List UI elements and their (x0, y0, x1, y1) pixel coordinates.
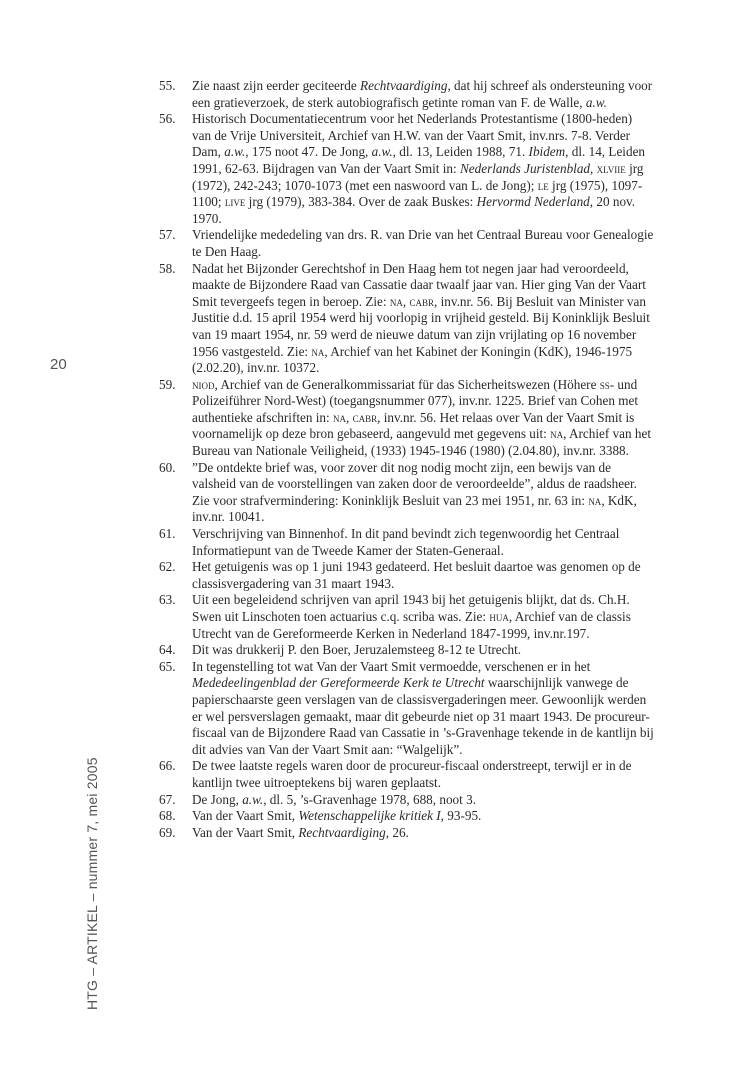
endnote-text-segment: jrg (1975), 1097-1100; (192, 177, 643, 210)
endnote-text-segment: De twee laatste regels waren door de procureur-fiscaal onderstreept, terwijl er in de kantlijn twee uitroeptekens bij waren geplaatst. (192, 758, 632, 790)
endnote-text-segment: waarschijnlijk vanwege de papierschaarste geen verslagen van de classisvergaderingen meer. Gewoonlijk werden er wel persverslagen gemaakt, maar dit gebeurde niet op 31 maart 1943. De procureur-fiscaal van de Bijzondere Raad van Cassatie in ’s-Gravenhage tekende in de kantlijn bij dit advies van Van der Vaart Smit aan: “Walgelijk”. (192, 675, 654, 757)
endnote-number: 69. (159, 824, 176, 840)
endnote-smallcaps-segment: xlviie (596, 160, 626, 176)
endnote (159, 111, 654, 227)
endnote-number: 62. (159, 559, 176, 575)
endnote-number: 64. (159, 642, 176, 658)
endnote-smallcaps-segment: le (537, 177, 549, 193)
endnote-text-segment: , dl. 13, Leiden 1988, 71. (392, 144, 529, 160)
endnote-italic-segment: Ibidem (528, 144, 566, 160)
endnote (159, 260, 654, 377)
endnote-text (192, 78, 654, 111)
endnote-text-segment: De Jong, (192, 791, 243, 807)
endnote-smallcaps-segment: na (588, 492, 602, 508)
endnote-text (192, 460, 654, 526)
endnote-number: 66. (159, 758, 176, 774)
endnote-text (192, 111, 654, 227)
endnote-text-segment: In tegenstelling tot wat Van der Vaart Smit vermoedde, verschenen er in het (192, 658, 591, 674)
endnote-smallcaps-segment: niod (192, 376, 215, 392)
running-head: HTG – ARTIKEL – nummer 7, mei 2005 (84, 757, 100, 1010)
endnote-text-segment: ”De ontdekte brief was, voor zover dit nog nodig mocht zijn, een bewijs van de valsheid van de voorstellingen van zaken door de veroordeelde”, aldus de raadsheer. Zie voor strafvermindering: Koninklijk Besluit van 23 mei 1951, nr. 63 in: (192, 459, 637, 508)
endnotes-list (159, 78, 654, 841)
endnote-text (192, 559, 654, 592)
endnote-text-segment: , Archief van het Bureau van Nationale Veiligheid, (1933) 1945-1946 (1980) (2.04.80), inv.nr. 3388. (192, 426, 652, 459)
endnote (159, 592, 654, 642)
endnote (159, 658, 654, 759)
endnote (159, 459, 654, 526)
endnote-italic-segment: a.w. (224, 144, 246, 160)
endnote-text-segment: jrg (1979), 383-384. Over de zaak Buskes: (245, 194, 477, 210)
endnote-text-segment: Van der Vaart Smit, (192, 808, 299, 824)
endnote-text-segment: Van der Vaart Smit, (192, 824, 299, 840)
endnote-text-segment: - und Polizeiführer Nord-West) (toegangsnummer 077), inv.nr. 1225. Brief van Cohen met authentieke afschriften in: (192, 376, 638, 425)
endnote (159, 526, 654, 559)
endnote (159, 376, 654, 460)
endnote-text (192, 592, 654, 642)
endnote-smallcaps-segment: ss (599, 376, 610, 392)
endnote-text-segment: Uit een begeleidend schrijven van april 1943 bij het getuigenis blijkt, dat ds. Ch.H. Swen uit Linschoten toen actuarius c.q. scriba was. Zie: (192, 592, 630, 624)
endnote (159, 227, 654, 260)
endnote-italic-segment: Rechtvaardiging (298, 824, 386, 840)
endnote-text-segment: Historisch Documentatiecentrum voor het Nederlands Protestantisme (1800-heden) van de Vrije Universiteit, Archief van H.W. van der Vaart Smit, inv.nrs. 7-8. Verder Dam, (192, 111, 633, 160)
endnote-text-segment: , Archief van de classis Utrecht van de Gereformeerde Kerken in Nederland 1847-1999, inv.nr.197. (192, 609, 631, 641)
endnote-smallcaps-segment: cabr (409, 293, 434, 309)
endnote-text-segment: , inv.nr. 56. Bij Besluit van Minister van Justitie d.d. 15 april 1954 werd hij voorlopig in vrijheid gesteld. Bij Koninklijk Besluit van 19 maart 1954, nr. 59 werd de nieuwe datum van zijn vrijlating op 16 november 1956 vastgesteld. Zie: (192, 293, 650, 359)
endnote-number: 57. (159, 227, 176, 243)
endnote (159, 791, 654, 809)
endnote-text-segment: Het getuigenis was op 1 juni 1943 gedateerd. Het besluit daartoe was genomen op de classisvergadering van 31 maart 1943. (192, 559, 641, 591)
endnote (159, 758, 654, 791)
endnote-smallcaps-segment: na (550, 426, 564, 442)
endnote-number: 61. (159, 526, 176, 542)
endnote-italic-segment: Nederlands Juristenblad (459, 160, 591, 176)
endnote-text-segment: , 93-95. (440, 808, 482, 824)
endnote-text (192, 758, 654, 791)
endnote-text (192, 526, 654, 559)
endnote-text-segment: , KdK, inv.nr. 10041. (192, 492, 637, 525)
endnote-italic-segment: a.w. (371, 144, 393, 160)
endnote-number: 56. (159, 111, 176, 127)
endnote-text (192, 659, 654, 759)
endnote-text-segment: , Archief van de Generalkommissariat für das Sicherheitswezen (Höhere (214, 376, 600, 392)
endnote-text-segment: jrg (1972), 242-243; 1070-1073 (met een naswoord van L. de Jong); (192, 160, 644, 193)
endnote-smallcaps-segment: na (389, 293, 403, 309)
endnote-text-segment: , dat hij schreef als ondersteuning voor een gratieverzoek, de sterk autobiografisch getinte roman van F. de Walle, (192, 78, 653, 110)
endnote-text-segment: Dit was drukkerij P. den Boer, Jeruzalemsteeg 8-12 te Utrecht. (192, 642, 522, 658)
endnote-number: 58. (159, 260, 176, 276)
endnote-text-segment: , dl. 14, Leiden 1991, 62-63. Bijdragen van Van der Vaart Smit in: (192, 144, 646, 176)
endnote-italic-segment: Hervormd Nederland (476, 194, 590, 210)
endnote (159, 808, 654, 825)
endnote-number: 67. (159, 791, 176, 807)
endnote-italic-segment: Mededeelingenblad der Gereformeerde Kerk te Utrecht (192, 675, 485, 691)
endnote-text-segment: Vriendelijke mededeling van drs. R. van Drie van het Centraal Bureau voor Genealogie te Den Haag. (192, 227, 654, 259)
endnote (159, 824, 654, 842)
endnote-text-segment: , 20 nov. 1970. (192, 194, 636, 226)
endnote-text-segment: , (590, 160, 597, 176)
endnote-text (192, 261, 654, 377)
endnote-text (192, 825, 654, 842)
endnote-italic-segment: a.w. (585, 94, 607, 110)
endnote-number: 60. (159, 459, 176, 475)
endnote-italic-segment: a.w. (242, 791, 264, 807)
endnote (159, 78, 654, 111)
endnote (159, 559, 654, 592)
endnote-text-segment: , inv.nr. 56. Het relaas over Van der Vaart Smit is voornamelijk op deze bron gebaseerd, aangevuld met gegevens uit: (192, 409, 635, 442)
endnote-smallcaps-segment: hua (489, 609, 509, 624)
endnote-number: 68. (159, 808, 176, 824)
page-number: 20 (50, 356, 67, 373)
endnote-text (192, 792, 654, 809)
endnote-text-segment: Nadat het Bijzonder Gerechtshof in Den Haag hem tot negen jaar had veroordeeld, maakte de Bijzondere Raad van Cassatie daar twaalf jaar van. Hier ging Van der Vaart Smit tevergeefs tegen in beroep. Zie: (192, 260, 646, 309)
endnote-text-segment: , (402, 293, 410, 309)
endnote-text-segment: , (345, 409, 353, 425)
endnote-text-segment: , dl. 5, ’s-Gravenhage 1978, 688, noot 3. (263, 791, 476, 807)
endnote-smallcaps-segment: live (224, 194, 246, 210)
endnote-text-segment: , Archief van het Kabinet der Koningin (KdK), 1946-1975 (2.02.20), inv.nr. 10372. (192, 343, 633, 376)
endnote-italic-segment: Rechtvaardiging (360, 78, 448, 93)
endnote-number: 59. (159, 376, 176, 392)
endnote-text (192, 808, 654, 825)
endnote-text (192, 642, 654, 659)
endnote-text-segment: , 175 noot 47. De Jong, (245, 144, 372, 160)
endnote-number: 65. (159, 658, 176, 674)
endnote-text-segment: , 26. (385, 824, 409, 840)
endnote-smallcaps-segment: na (332, 409, 346, 425)
endnote-italic-segment: Wetenschappelijke kritiek I (298, 808, 441, 824)
endnote-number: 55. (159, 78, 176, 93)
endnote-smallcaps-segment: cabr (352, 409, 378, 425)
endnote-text-segment: Zie naast zijn eerder geciteerde (192, 78, 361, 93)
endnote-text (192, 377, 654, 460)
endnote-text (192, 227, 654, 260)
endnote-text-segment: Verschrijving van Binnenhof. In dit pand bevindt zich tegenwoordig het Centraal Informatiepunt van de Tweede Kamer der Staten-Generaal. (192, 526, 620, 558)
endnote (159, 642, 654, 659)
endnote-number: 63. (159, 592, 176, 608)
endnote-smallcaps-segment: na (311, 343, 325, 359)
